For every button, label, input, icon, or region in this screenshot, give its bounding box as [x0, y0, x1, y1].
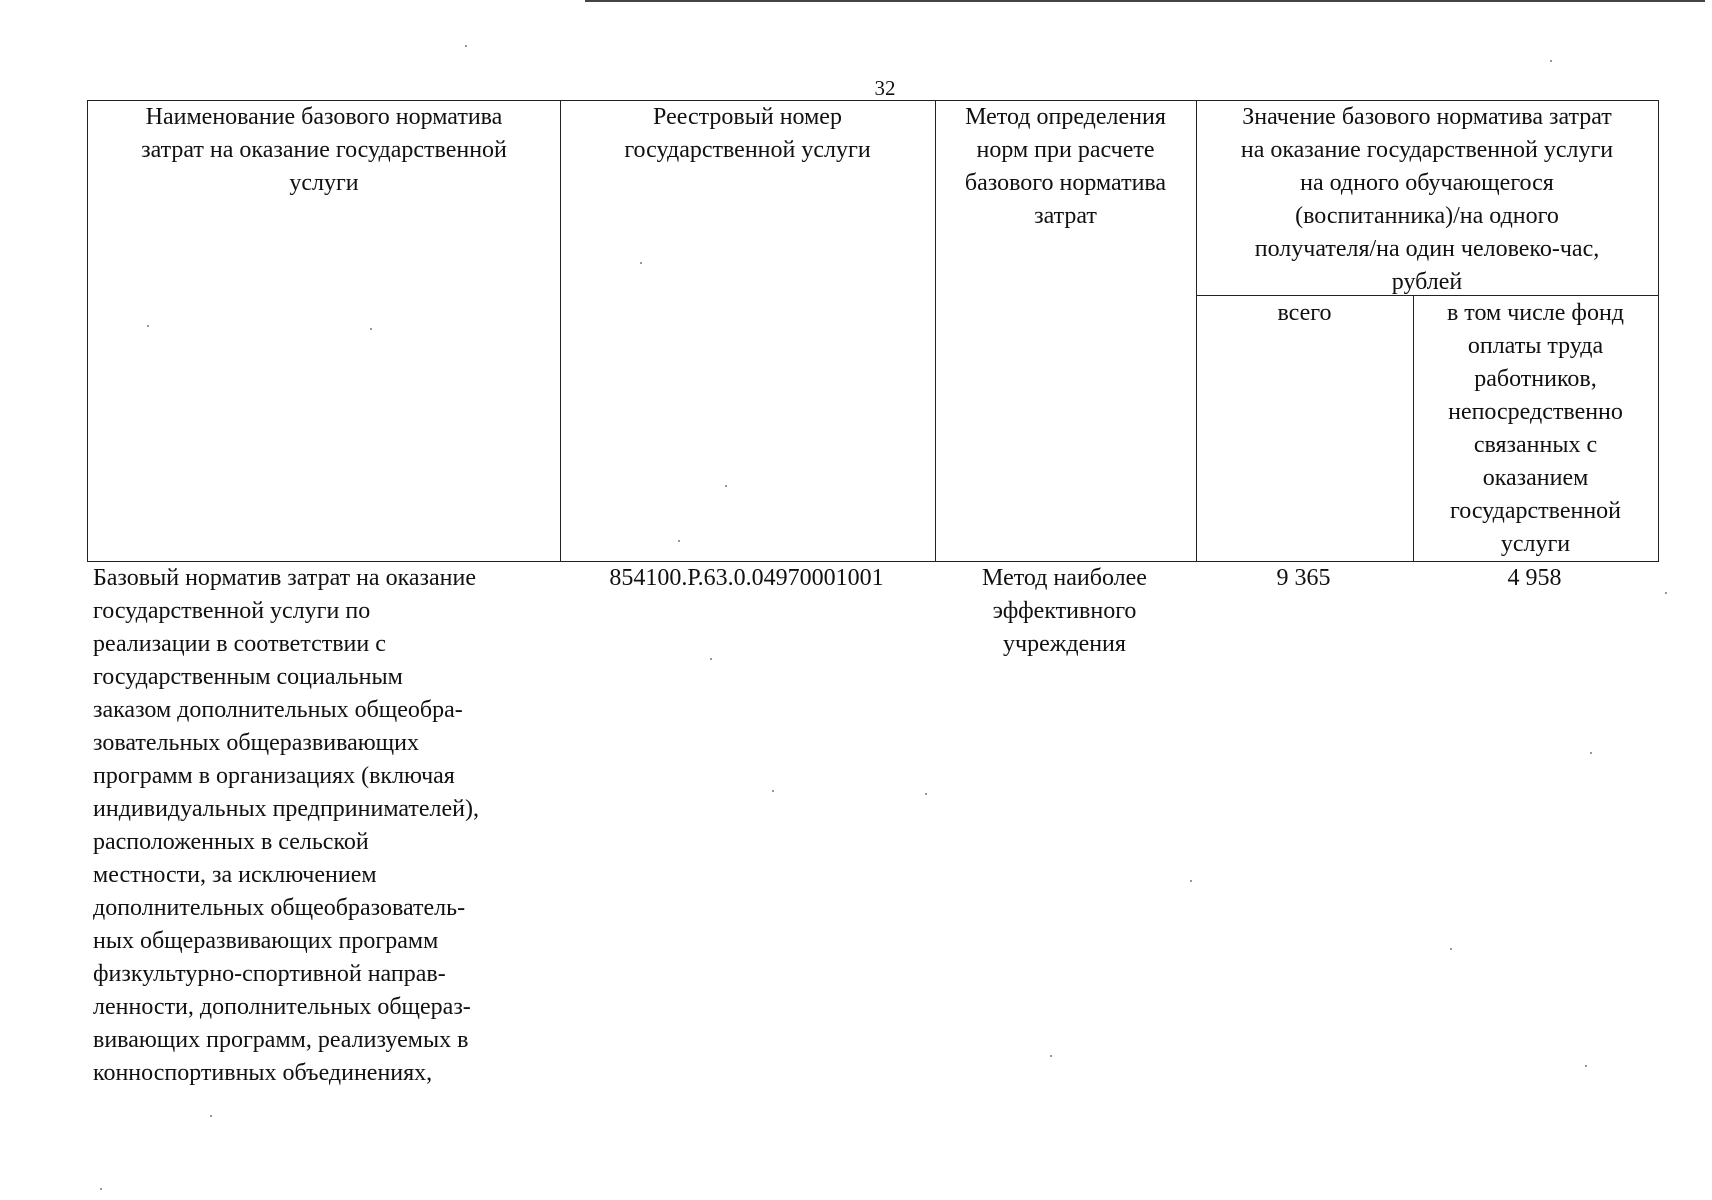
scan-noise: [640, 262, 642, 264]
page-number: 32: [874, 76, 896, 100]
header-cell-registry-number: Реестровый номер государственной услуги: [624, 104, 871, 163]
row-cell-registry-number: 854100.Р.63.0.04970001001: [609, 565, 884, 591]
scan-noise: [925, 793, 927, 795]
scan-noise: [100, 1188, 102, 1190]
scan-noise: [1190, 880, 1192, 882]
scan-edge-line: [585, 0, 1705, 2]
scan-noise: [678, 540, 680, 542]
row-cell-total: 9 365: [1276, 565, 1331, 591]
header-cell-total: всего: [1277, 300, 1332, 326]
scan-noise: [710, 658, 712, 660]
table-header: [87, 100, 1659, 562]
scan-noise: [465, 45, 467, 47]
scan-noise: [1665, 592, 1667, 594]
scan-noise: [1050, 1055, 1052, 1057]
header-cell-payroll: в том числе фонд оплаты труда работников, непосредственно связанных с оказанием государственной услуги: [1446, 300, 1625, 557]
scan-noise: [1450, 948, 1452, 950]
scan-noise: [772, 790, 774, 792]
row-cell-payroll: 4 958: [1507, 565, 1562, 591]
header-cell-value: Значение базового норматива затрат на оказание государственной услуги на одного обучающегося (воспитанника)/на одного получателя/на один человеко-час, рублей: [1240, 104, 1614, 295]
row-cell-method: Метод наиболее эффективного учреждения: [982, 565, 1147, 657]
row-cell-name: Базовый норматив затрат на оказание государственной услуги по реализации в соответствии с государственным социальным заказом дополнительных общеобра- зовательных общеразвивающих программ в организациях (включая индивидуальных предпринимателей), расположенных в сельской местности, за исключением дополнительных общеобразователь- ных общеразвивающих программ физкультурно-спортивной направ- ленности, дополнительных общераз- вивающих программ, реализуемых в конноспортивных объединениях,: [93, 565, 479, 1086]
header-cell-name: Наименование базового норматива затрат на оказание государственной услуги: [141, 104, 507, 196]
scan-noise: [147, 325, 149, 327]
scan-noise: [1550, 60, 1552, 62]
scan-noise: [725, 485, 727, 487]
scan-noise: [1585, 1065, 1587, 1067]
column-divider: [560, 101, 561, 561]
scan-noise: [210, 1115, 212, 1117]
header-cell-method: Метод определения норм при расчете базового норматива затрат: [964, 104, 1167, 229]
scan-noise: [1590, 752, 1592, 754]
scan-noise: [370, 328, 372, 330]
